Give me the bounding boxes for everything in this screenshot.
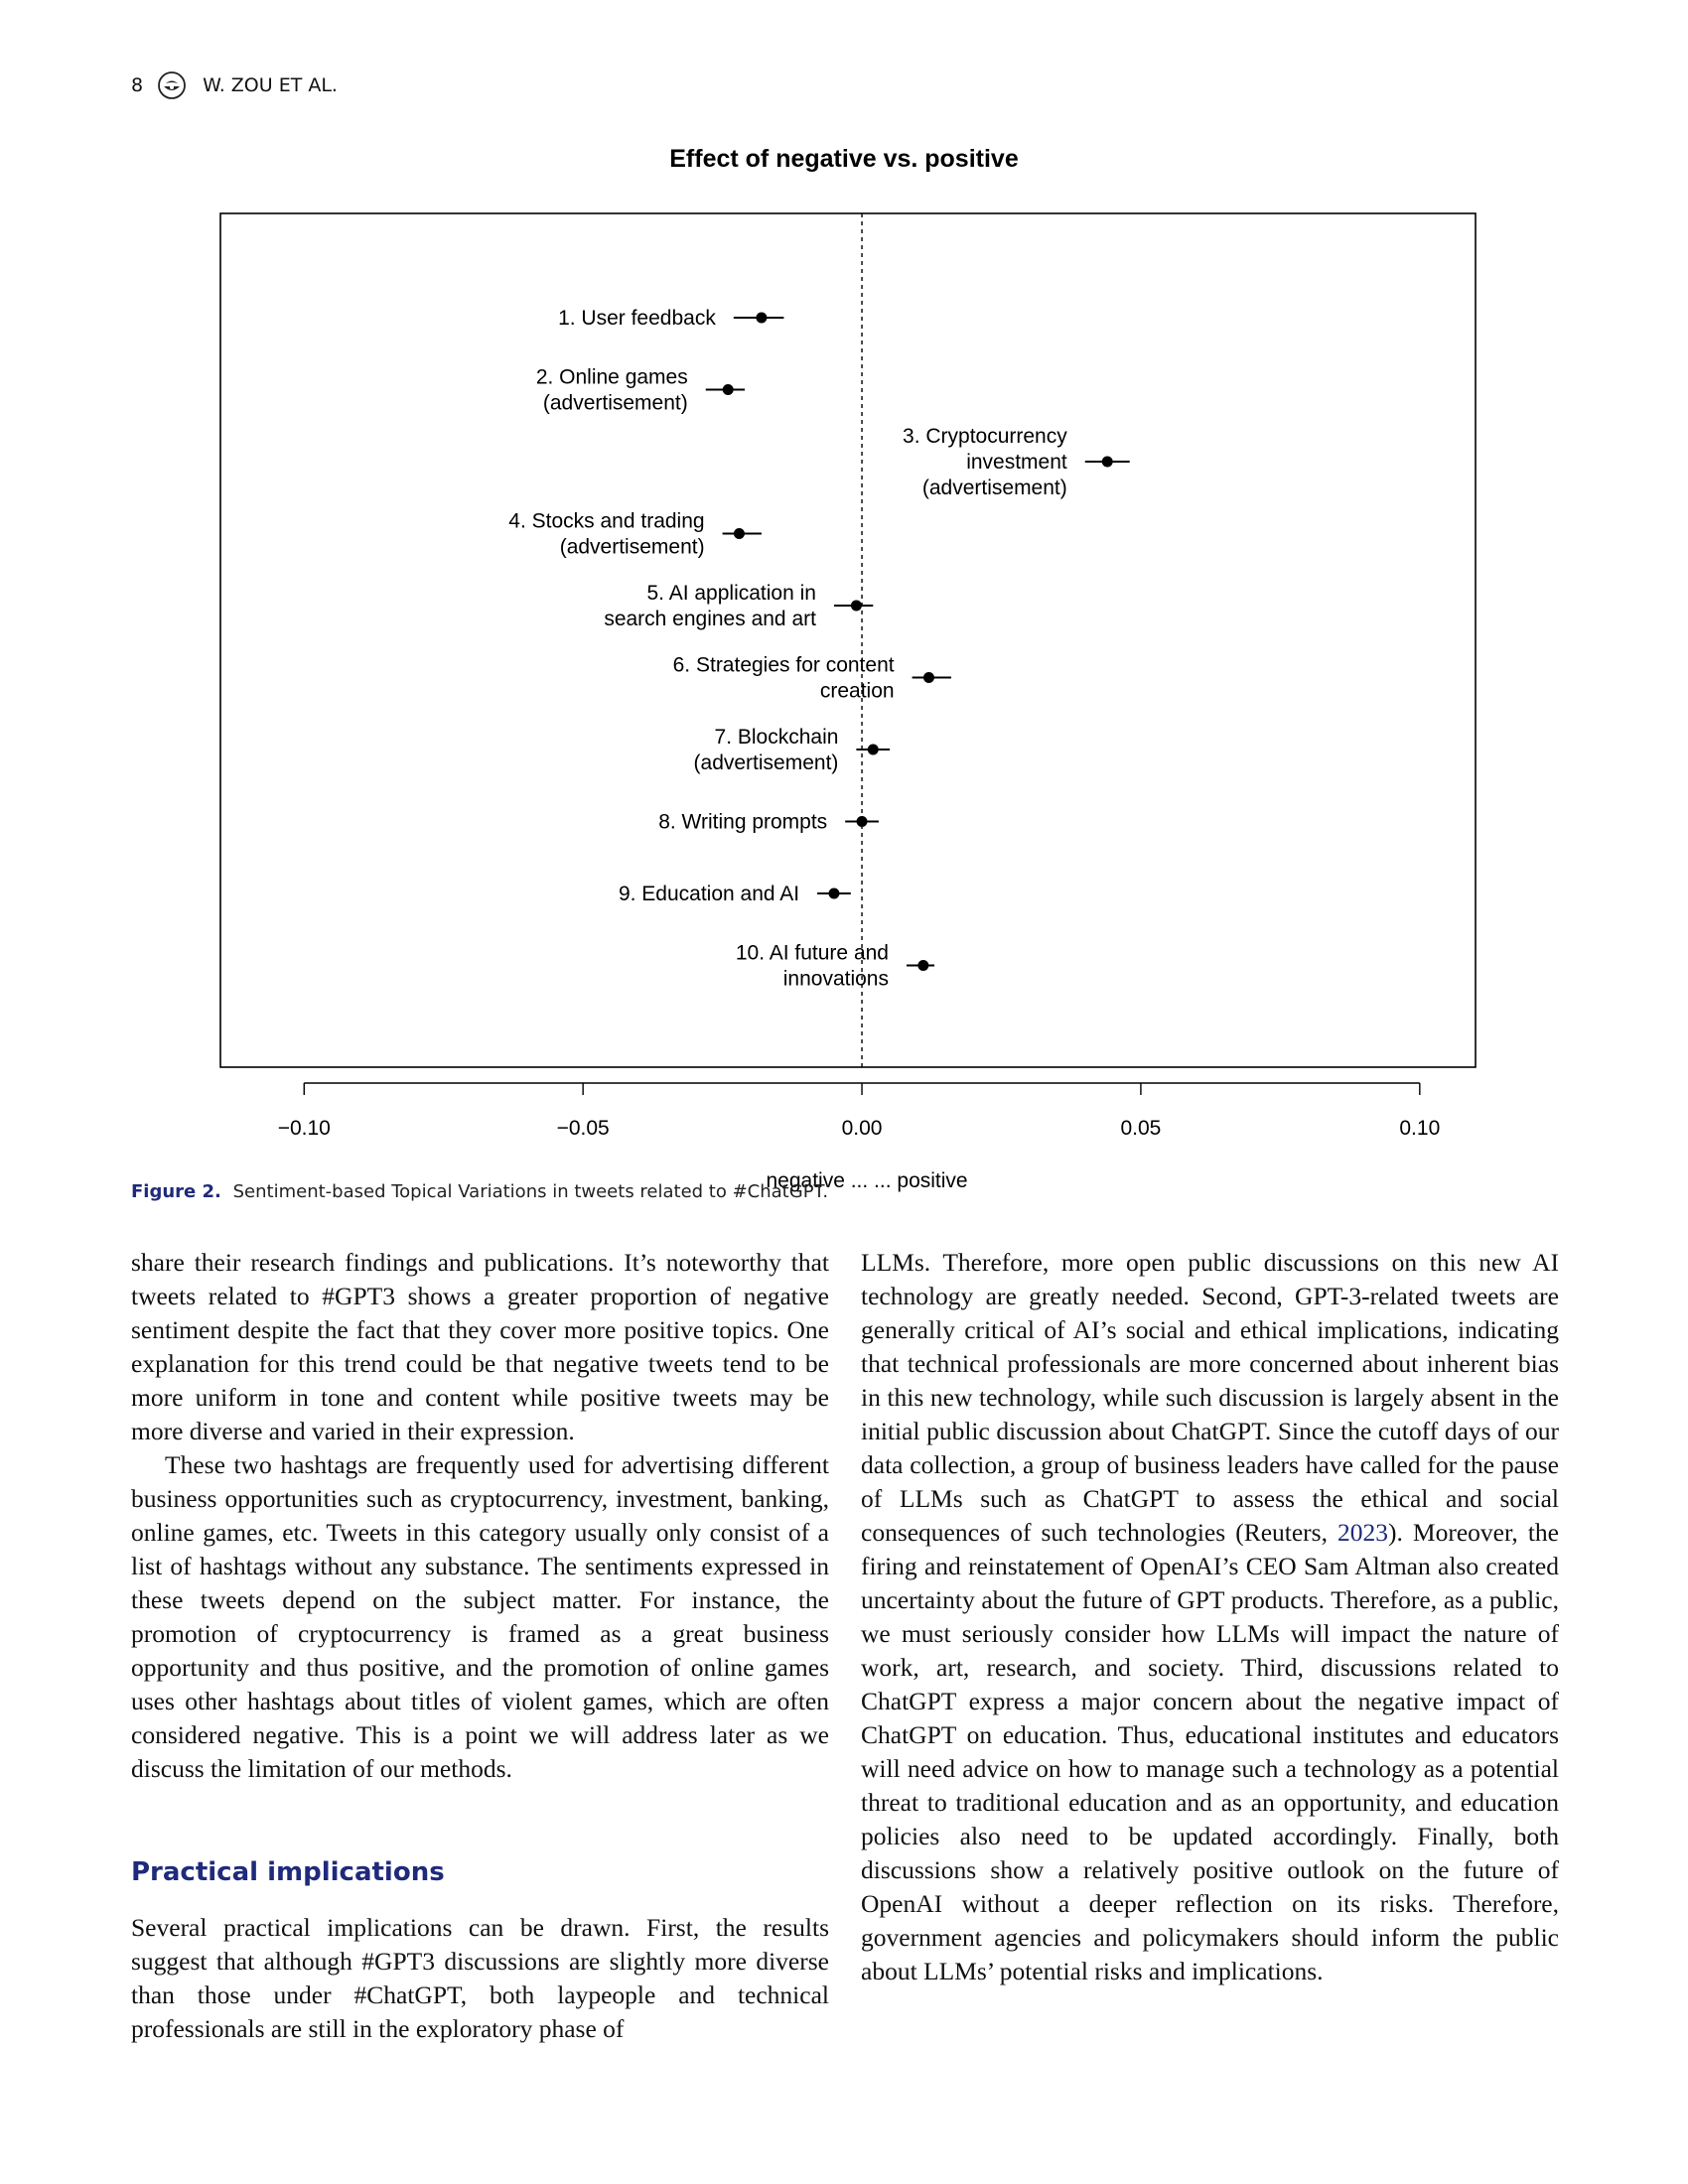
topic-label: (advertisement) [559,535,705,559]
paragraph [861,1246,1559,1988]
point-estimate [828,888,839,899]
point-estimate [851,601,862,612]
topic-label: 1. User feedback [558,307,716,330]
plot-frame [220,213,1476,1067]
paragraph-text: ). Moreover, the firing and reinstatement of OpenAI’s CEO Sam Altman also created uncertainty about the future of GPT products. Therefore, as a public, we must seriously consider how LLMs will impact the nature of work, art, research, and society. Third, discussions related to ChatGPT express a major concern about the negative impact of ChatGPT on education. Thus, educational institutes and educators will need advice on how to manage such a technology as a potential threat to traditional education and as an opportunity, and education policies also need to be updated accordingly. Finally, both discussions show a relatively positive outlook on the future of OpenAI without a deeper reflection on its risks. Therefore, government agencies and policymakers should inform the public about LLMs’ potential risks and implications. [861,1518,1559,1985]
paragraph: These two hashtags are frequently used for advertising different business opportunities such as cryptocurrency, investment, banking, online games, etc. Tweets in this category usually only consist of a list of hashtags without any substance. The sentiments expressed in these tweets depend on the subject matter. For instance, the promotion of cryptocurrency is framed as a great business opportunity and thus positive, and the promotion of online games uses other hashtags about titles of violent games, which are often considered negative. This is a point we will address later as we discuss the limitation of our methods. [131,1450,829,1783]
x-tick-label: 0.05 [1120,1117,1162,1140]
citation-link[interactable]: 2023 [1337,1518,1388,1547]
topic-label: 4. Stocks and trading [508,509,705,533]
body-column-left [131,1246,829,2046]
x-axis-label: negative ... ... positive [766,1169,968,1192]
figure-caption [131,1181,828,1202]
topic-label: (advertisement) [693,751,839,774]
topic-label: 3. Cryptocurrency [903,425,1067,448]
topic-label: search engines and art [604,608,816,630]
page-number: 8 [131,74,144,96]
topic-label: 10. AI future and [735,941,889,965]
point-estimate [923,672,934,683]
topic-label: 6. Strategies for content [672,653,895,677]
topic-label: investment [966,451,1067,474]
topic-label: 8. Writing prompts [658,810,828,834]
topic-label: 9. Education and AI [618,883,800,905]
paragraph-text: LLMs. Therefore, more open public discussions on this new AI technology are greatly needed. Second, GPT-3-related tweets are generally critical of AI’s social and ethical implications, indicating that technical professionals are more concerned about inherent bias in this new technology, while such discussion is largely absent in the initial public discussion about ChatGPT. Since the cutoff days of our data collection, a group of business leaders have called for the pause of LLMs such as ChatGPT to assess the ethical and social consequences of such technologies (Reuters, [861,1248,1559,1547]
section-heading: Practical implications [131,1857,445,1887]
topic-label: 2. Online games [535,365,688,389]
point-estimate [917,960,928,971]
topic-label: (advertisement) [542,391,688,415]
x-tick-label: −0.10 [277,1117,331,1140]
point-estimate [868,745,879,755]
topic-label: 5. AI application in [646,582,816,605]
topic-label: innovations [782,967,889,991]
figure-caption-text: Sentiment-based Topical Variations in tweets related to #ChatGPT. [232,1181,829,1202]
running-head-authors: W. ZOU ET AL. [203,74,338,96]
point-estimate [1102,457,1113,468]
point-estimate [723,384,734,395]
paragraph: share their research findings and publications. It’s noteworthy that tweets related to #GPT3 shows a greater proportion of negative sentiment despite the fact that they cover more positive topics. One explanation for this trend could be that negative tweets tend to be more uniform in tone and content while positive tweets may be more diverse and varied in their expression. [131,1248,829,1445]
topic-label: (advertisement) [921,477,1067,499]
chart-title: Effect of negative vs. positive [669,145,1019,173]
topic-label: 7. Blockchain [714,726,839,749]
figure-caption-label: Figure 2. [131,1181,221,1202]
paragraph: Several practical implications can be drawn. First, the results suggest that although #GPT3 discussions are slightly more diverse than those under #ChatGPT, both laypeople and technical professionals are still in the exploratory phase of [131,1913,829,2043]
x-tick-label: 0.10 [1399,1117,1441,1140]
topic-label: creation [819,679,895,703]
point-estimate [857,816,868,827]
point-estimate [734,528,745,539]
x-tick-label: −0.05 [556,1117,610,1140]
x-tick-label: 0.00 [841,1117,883,1140]
body-column-right [861,1246,1559,1988]
point-estimate [756,313,767,324]
